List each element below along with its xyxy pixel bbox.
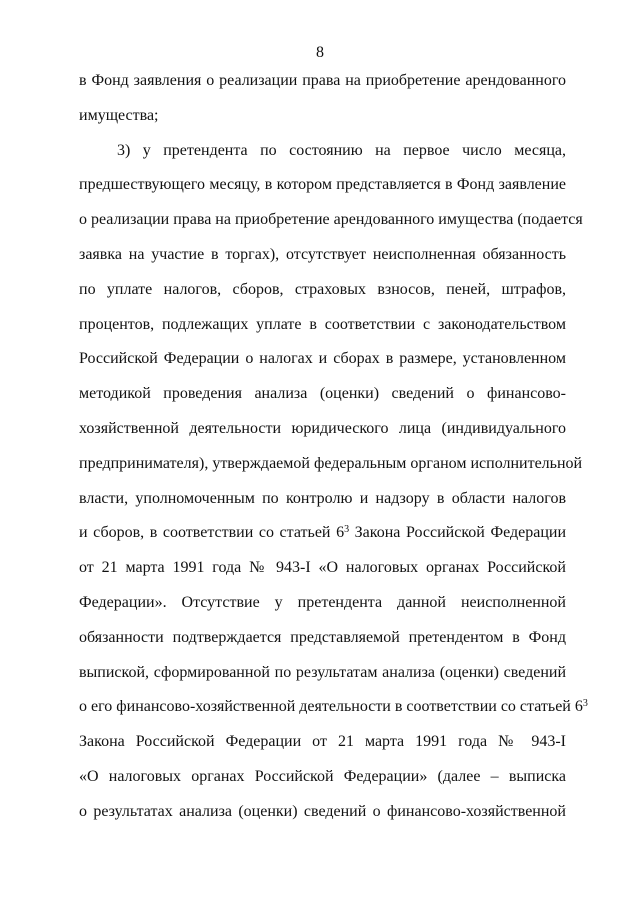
text-line: о результатах анализа (оценки) сведений о финансово-хозяйственной	[79, 802, 566, 820]
text-line: заявка на участие в торгах), отсутствует неисполненная обязанность	[79, 245, 566, 263]
text-line: методикой проведения анализа (оценки) сведений о финансово-	[79, 385, 566, 403]
text-fragment: и сборов, в соответствии со статьей 6	[79, 524, 345, 542]
text-line: Российской Федерации о налогах и сборах в размере, установленном	[79, 350, 566, 368]
text-line: о реализации права на приобретение арендованного имущества (подается	[79, 211, 583, 229]
text-line: выпиской, сформированной по результатам анализа (оценки) сведений	[79, 663, 566, 681]
text-line: предпринимателя), утверждаемой федеральным органом исполнительной	[79, 454, 583, 472]
text-line: по уплате налогов, сборов, страховых взносов, пеней, штрафов,	[79, 280, 566, 298]
text-line: власти, уполномоченным по контролю и надзору в области налогов	[79, 489, 566, 507]
text-line: предшествующего месяцу, в котором представляется в Фонд заявление	[79, 176, 566, 194]
text-line: 3) у претендента по состоянию на первое число месяца,	[117, 141, 566, 159]
page-number: 8	[316, 44, 324, 61]
text-line: имущества;	[79, 106, 159, 124]
text-line: в Фонд заявления о реализации права на приобретение арендованного	[79, 72, 566, 89]
text-line	[79, 697, 588, 717]
document-body	[79, 71, 588, 837]
text-line: хозяйственной деятельности юридического лица (индивидуального	[79, 419, 566, 437]
text-fragment: о его финансово-хозяйственной деятельности в соответствии со статьей 6	[79, 698, 583, 716]
superscript: 3	[582, 698, 588, 710]
text-line: «О налоговых органах Российской Федерации» (далее – выписка	[79, 767, 566, 785]
superscript: 3	[344, 524, 350, 536]
text-line: от 21 марта 1991 года № 943-I «О налоговых органах Российской	[79, 559, 566, 577]
text-line: Закона Российской Федерации от 21 марта 1991 года № 943-I	[79, 733, 566, 751]
text-fragment: Закона Российской Федерации	[349, 524, 567, 542]
text-line: обязанности подтверждается представляемой претендентом в Фонд	[79, 628, 566, 646]
text-line: Федерации». Отсутствие у претендента данной неисполненной	[79, 593, 566, 611]
text-line	[79, 523, 566, 543]
text-line: процентов, подлежащих уплате в соответствии с законодательством	[79, 315, 566, 333]
